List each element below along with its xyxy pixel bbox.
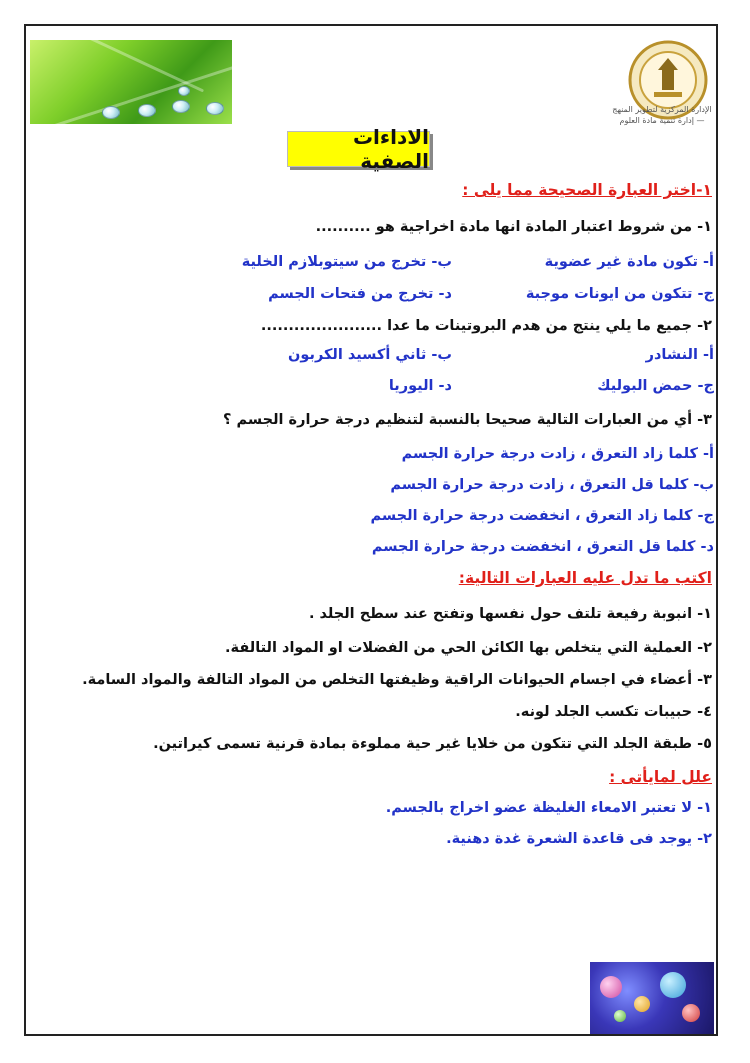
question-3-text: ٣- أي من العبارات التالية صحيحا بالنسبة لتنظيم درجة حرارة الجسم ؟: [223, 412, 712, 428]
section3-heading: علل لمايأتى :: [609, 768, 712, 786]
q2-option-d[interactable]: د- اليوريا: [388, 378, 452, 394]
leaf-image: [30, 40, 232, 124]
q1-option-d[interactable]: د- تخرج من فتحات الجسم: [268, 286, 452, 302]
define-item-3: ٣- أعضاء في اجسام الحيوانات الراقية وظيفتها التخلص من المواد التالفة والمواد السامة.: [82, 672, 712, 688]
q1-option-a[interactable]: أ- تكون مادة غير عضوية: [544, 254, 714, 270]
q2-option-b[interactable]: ب- ثاني أكسيد الكربون: [288, 347, 452, 363]
define-item-5: ٥- طبقة الجلد التي تتكون من خلايا غير حية مملوءة بمادة قرنية تسمى كيراتين.: [153, 736, 712, 752]
q3-option-d[interactable]: د- كلما قل التعرق ، انخفضت درجة حرارة الجسم: [371, 539, 714, 555]
reason-item-1: ١- لا تعتبر الامعاء الغليظة عضو اخراج بالجسم.: [385, 800, 712, 816]
page-title: الاداءات الصفية: [287, 131, 430, 167]
section1-heading: ١-اختر العبارة الصحيحة مما يلى :: [462, 181, 712, 199]
q3-option-b[interactable]: ب- كلما قل التعرق ، زادت درجة حرارة الجسم: [390, 477, 714, 493]
section2-heading: اكتب ما تدل عليه العبارات التالية:: [458, 569, 712, 587]
question-2-text: ٢- جميع ما يلي ينتج من هدم البروتينات ما عدا ......................: [260, 318, 712, 334]
q1-option-b[interactable]: ب- تخرج من سيتوبلازم الخلية: [241, 254, 452, 270]
q1-option-c[interactable]: ج- تتكون من ايونات موجبة: [525, 286, 714, 302]
page-border: [24, 24, 718, 1036]
q3-option-c[interactable]: ج- كلما زاد التعرق ، انخفضت درجة حرارة الجسم: [370, 508, 714, 524]
q3-option-a[interactable]: أ- كلما زاد التعرق ، زادت درجة حرارة الجسم: [401, 446, 714, 462]
reason-item-2: ٢- يوجد فى قاعدة الشعرة غدة دهنية.: [446, 831, 712, 847]
define-item-2: ٢- العملية التي يتخلص بها الكائن الحي من الفضلات او المواد التالفة.: [225, 640, 712, 656]
q2-option-c[interactable]: ج- حمض البوليك: [597, 378, 714, 394]
q2-option-a[interactable]: أ- النشادر: [645, 347, 714, 363]
question-1-text: ١- من شروط اعتبار المادة انها مادة اخراجية هو ..........: [315, 219, 712, 235]
define-item-1: ١- انبوبة رفيعة تلتف حول نفسها وتفتح عند سطح الجلد .: [308, 606, 712, 622]
logo-caption: الإدارة المركزية لتطوير المنهج — إدارة تنمية مادة العلوم: [612, 105, 712, 125]
define-item-4: ٤- حبيبات تكسب الجلد لونه.: [515, 704, 712, 720]
cells-illustration: [590, 962, 714, 1034]
